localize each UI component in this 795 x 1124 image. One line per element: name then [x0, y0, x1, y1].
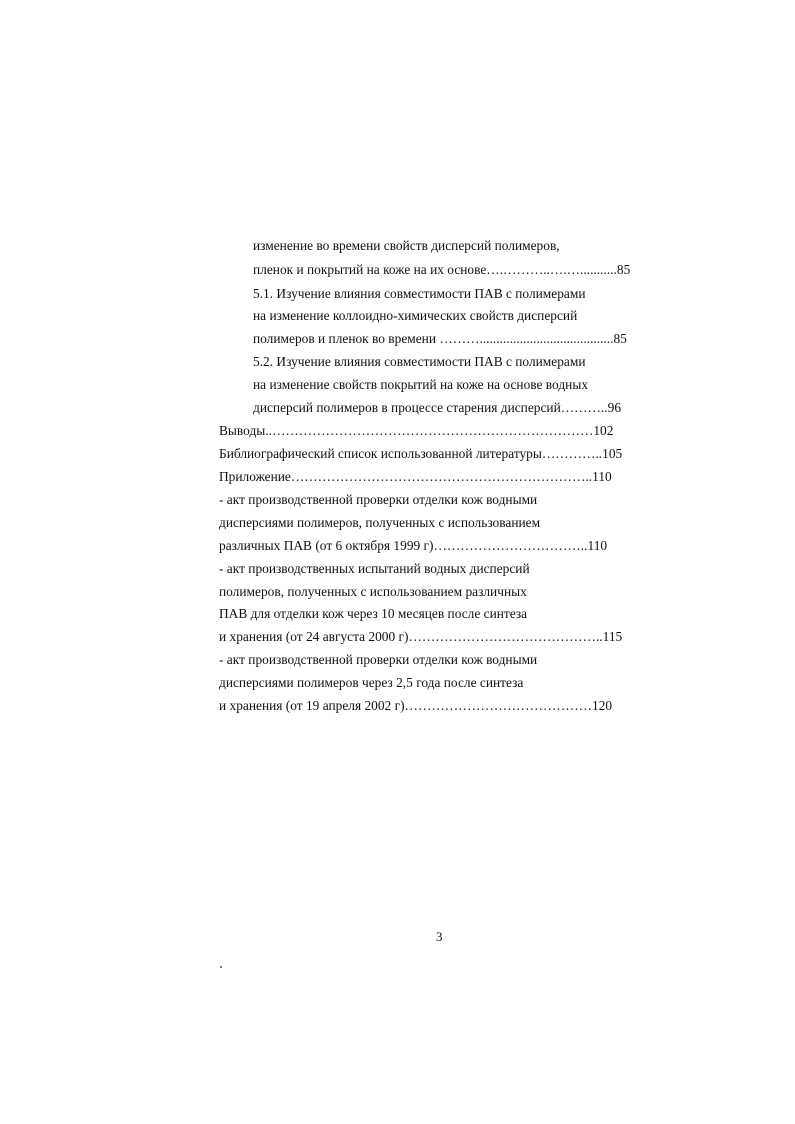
toc-line: и хранения (от 19 апреля 2002 г)……………………………………120: [219, 698, 613, 713]
toc-line: и хранения (от 24 августа 2000 г)……………………………………..115: [219, 629, 623, 644]
toc-line: полимеров, полученных с использованием различных: [219, 584, 527, 599]
toc-line: полимеров и пленок во времени ………........................................85: [253, 331, 627, 346]
toc-line: Выводы..………………………………………………………………102: [219, 423, 614, 438]
toc-line: дисперсиями полимеров, полученных с использованием: [219, 515, 541, 530]
toc-line: различных ПАВ (от 6 октября 1999 г)……………………………..110: [219, 538, 608, 553]
toc-line: 5.2. Изучение влияния совместимости ПАВ с полимерами: [253, 354, 586, 369]
scan-speck: [220, 966, 222, 968]
toc-line: Библиографический список использованной литературы…………..105: [219, 446, 623, 461]
toc-line: 5.1. Изучение влияния совместимости ПАВ с полимерами: [253, 286, 586, 301]
toc-line: изменение во времени свойств дисперсий полимеров,: [253, 238, 560, 253]
toc-line: пленок и покрытий на коже на их основе….………..….…...........85: [253, 262, 631, 277]
toc-line: - акт производственной проверки отделки кож водными: [219, 652, 538, 667]
toc-line: дисперсий полимеров в процессе старения дисперсий………..96: [253, 400, 622, 415]
toc-line: дисперсиями полимеров через 2,5 года после синтеза: [219, 675, 524, 690]
page-number: 3: [436, 929, 443, 944]
toc-line: - акт производственной проверки отделки кож водными: [219, 492, 538, 507]
toc-line: - акт производственных испытаний водных дисперсий: [219, 561, 530, 576]
toc-line: на изменение коллоидно-химических свойств дисперсий: [253, 308, 578, 323]
toc-line: на изменение свойств покрытий на коже на основе водных: [253, 377, 589, 392]
toc-line: Приложение…………………………………………………………..110: [219, 469, 612, 484]
toc-line: ПАВ для отделки кож через 10 месяцев после синтеза: [219, 606, 528, 621]
